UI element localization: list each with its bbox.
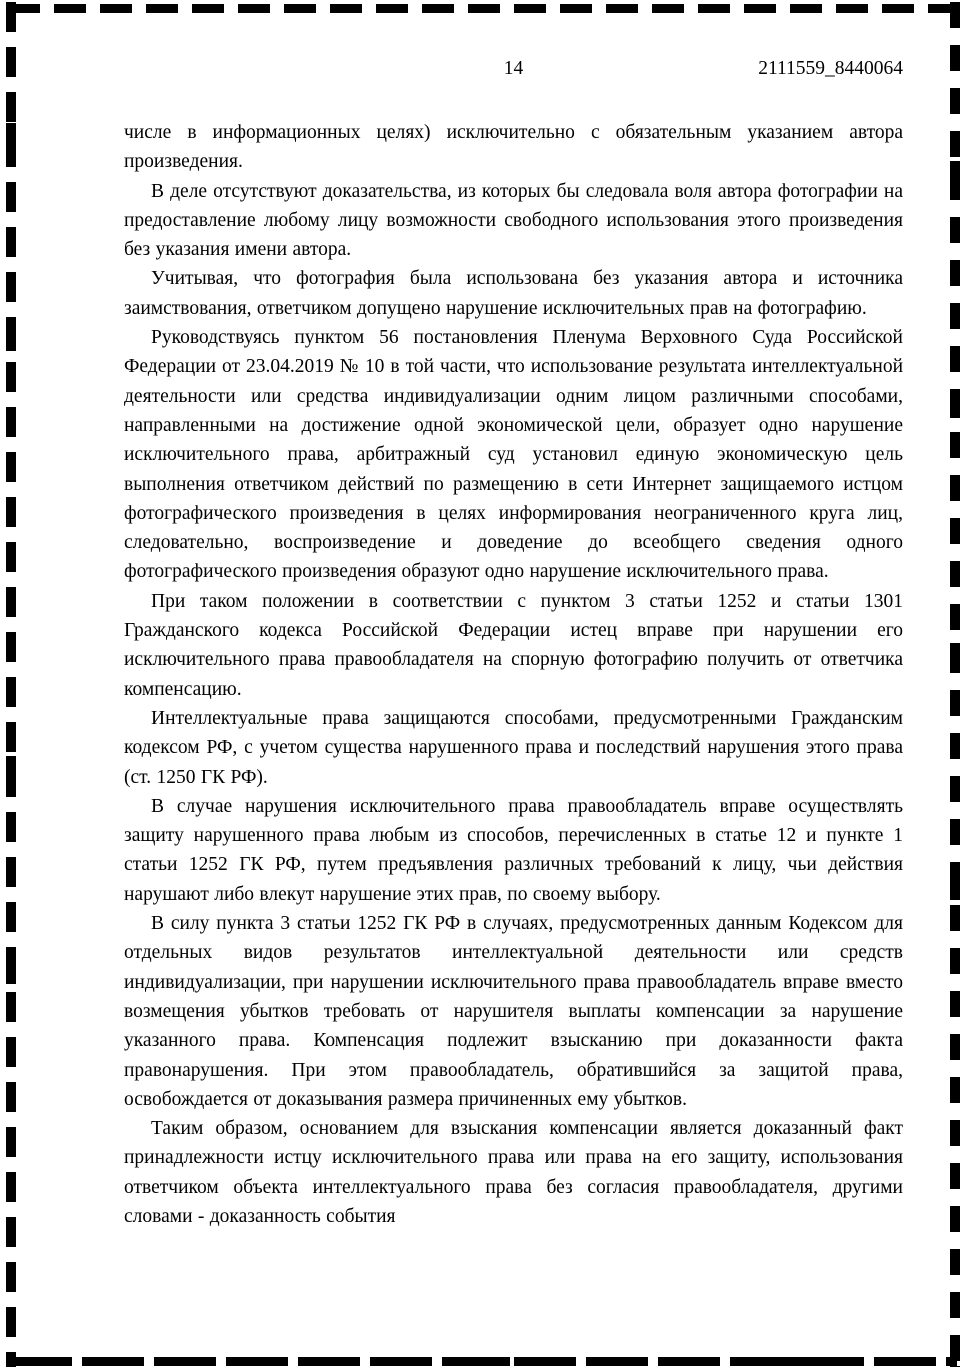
- page-number: 14: [503, 58, 524, 79]
- scan-edge-mark-top: [8, 4, 959, 13]
- body-paragraph: Таким образом, основанием для взыскания компенсации является доказанный факт принадлежности истцу исключительного права или права на его защиту, использования ответчиком объекта интеллектуального права без согласия правообладателя, другими словами - доказанность события: [124, 1118, 903, 1227]
- body-paragraph: Руководствуясь пунктом 56 постановления Пленума Верховного Суда Российской Федерации от 23.04.2019 № 10 в той части, что использование результата интеллектуальной деятельности или средства индивидуализации одним лицом различными способами, направленными на достижение одной экономической цели, образует одно нарушение исключительного права, арбитражный суд установил единую экономическую цель выполнения ответчиком действий по размещению в сети Интернет защищаемого истцом фотографического произведения в целях информирования неограниченного круга лиц, следовательно, воспроизведение и доведение до всеобщего сведения одного фотографического произведения образуют одно нарушение исключительного права.: [124, 327, 903, 583]
- scan-edge-mark-left: [6, 2, 16, 1367]
- page-header: [124, 56, 903, 82]
- scan-edge-mark-right: [950, 2, 960, 1367]
- body-paragraph: Учитывая, что фотография была использована без указания автора и источника заимствования, ответчиком допущено нарушение исключительных прав на фотографию.: [124, 268, 903, 319]
- body-paragraph: В случае нарушения исключительного права правообладатель вправе осуществлять защиту нарушенного права любым из способов, перечисленных в статье 12 и пункте 1 статьи 1252 ГК РФ, путем предъявления различных требований к лицу, чьи действия нарушают либо влекут нарушение этих прав, по своему выбору.: [124, 795, 903, 905]
- page-content: [124, 56, 903, 1231]
- body-paragraph: В силу пункта 3 статьи 1252 ГК РФ в случаях, предусмотренных данным Кодексом для отдельных видов результатов интеллектуальной деятельности или средств индивидуализации, при нарушении исключительного права правообладатель вправе вместо возмещения убытков требовать от нарушителя выплаты компенсации за нарушение указанного права. Компенсация подлежит взысканию при доказанности факта правонарушения. При этом правообладатель, обратившийся за защитой права, освобождается от доказывания размера причиненных ему убытков.: [124, 913, 903, 1110]
- body-paragraph: числе в информационных целях) исключительно с обязательным указанием автора произведения.: [124, 122, 903, 173]
- scan-edge-mark-bottom: [10, 1357, 957, 1366]
- body-paragraph: Интеллектуальные права защищаются способами, предусмотренными Гражданским кодексом РФ, с учетом существа нарушенного права и последствий нарушения этого права (ст. 1250 ГК РФ).: [124, 707, 903, 788]
- body-paragraph: При таком положении в соответствии с пунктом 3 статьи 1252 и статьи 1301 Гражданского кодекса Российской Федерации истец вправе при нарушении его исключительного права правообладателя на спорную фотографию получить от ответчика компенсацию.: [124, 590, 903, 700]
- document-number: 2111559_8440064: [758, 58, 903, 79]
- document-body: [124, 118, 903, 1231]
- body-paragraph: В деле отсутствуют доказательства, из которых бы следовала воля автора фотографии на предоставление любому лицу возможности свободного использования этого произведения без указания имени автора.: [124, 180, 903, 261]
